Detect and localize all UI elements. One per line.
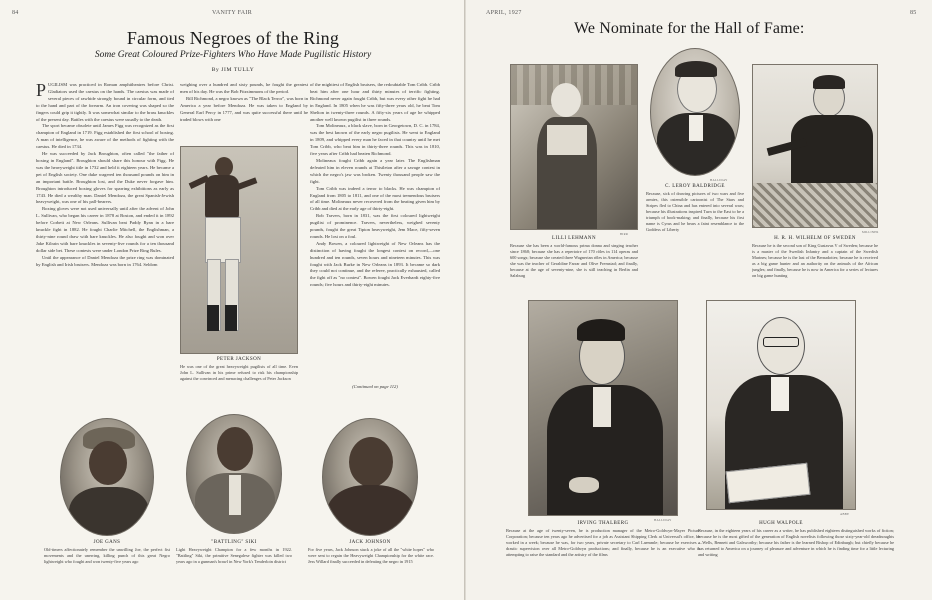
caption-name: HUGH WALPOLE (759, 521, 803, 526)
paragraph: He was succeeded by Jack Broughton, often called "the father of boxing in England". Broughton should share this honour with Figg. He was the heavyweight title in 1732 and held it eighteen years. He became a pet of English society. One duke wagered ten thousand pounds on him in an important battle. Broughton lost, and the Duke never forgave him. Broughton introduced boxing gloves for sparring exhibitions as early as 1743. He died a wealthy man. Daniel Mendoza, the great Spanish-Jewish heavyweight, was one of his pall-bearers. (36, 151, 174, 205)
figure-shirt (771, 377, 789, 411)
caption-name: "BATTLING" SIKI (211, 540, 257, 545)
caption-name: JOE GANS (93, 540, 121, 545)
figure-hair (577, 319, 625, 341)
joe-gans-photo (60, 418, 154, 536)
photo-credit: MILLINER (862, 230, 879, 234)
caption-text: He was one of the great heavyweight pugilists of all time. Even John L. Sullivan in his prime refused to risk his championship against the convinced and menacing challenges of Peter Jackson (180, 364, 298, 381)
text-column-3 (310, 82, 440, 382)
caption-name: H. R. H. WILHELM OF SWEDEN (774, 236, 856, 241)
figure-tights (205, 217, 241, 263)
caption-text: Because, in the eighteen years of his career as a writer, he has published eighteen distinguished works of fiction; because he is the most gifted of the generation of English novelists following those sixty-year-old dreadnoughts—Wells, Bennett and Galsworthy; because his father is the learned Bishop of Edinburgh; but chiefly because he has returned to America on a journey of pleasure and adventure in which he is finding time for a little lecturing and writing (698, 528, 894, 557)
photo-credit: HALLIDAY (654, 518, 672, 522)
figure-head (215, 157, 233, 177)
hugh-walpole-photo (706, 300, 856, 510)
figure-torso (205, 175, 239, 219)
figure-glasses (763, 337, 799, 347)
photo-credit: BIRR (620, 232, 629, 236)
caption-name: LILLI LEHMANN (552, 236, 596, 241)
lilli-lehmann-photo (510, 64, 638, 230)
byline: By JIM TULLY (211, 67, 255, 73)
figure-head (89, 441, 127, 485)
running-head-date: APRIL, 1927 (486, 10, 522, 16)
paragraph: of the mightiest of English bruisers, the redoubtable Tom Cribb. Cribb beat him after one hour and thirty minutes of terrific fighting. Richmond never again fought Cribb, but was every other fight he had in England. In 1805 when he was fifty-three years old, he beat Tom Shelton in twenty-three rounds. A fifty-six years of age he whipped another well known pugilist in three rounds. (310, 82, 440, 122)
paragraph: UGILISM was practiced in Roman amphitheatres before Christ. Gladiators used the caestus on the hands. The caestus was made of several pieces of rawhide strongly bound in circular form, and tied to the hand and part of the forearm. An iron covering was shaped so the fingers could grip it tightly. It was somewhat similar to the brass knuckles of the present day. Battles with the caestus were usually to the death. (36, 82, 174, 122)
caption-text: Because, sick of drawing pictures of two wars and five armies, this ostensible cartoonist of The Stars and Stripes fled to China and has entered into several wars; because his illustrations inspired Turn to the East to be a triumph of book-making; and finally, because his first name is Cyrus and he bears a faint resemblance to the Goddess of Liberty (646, 191, 744, 232)
battling-siki-photo (186, 414, 282, 534)
figure-suit (791, 115, 873, 185)
figure-arm (235, 177, 258, 190)
photo-credit: HALLIDAY (710, 178, 728, 182)
caption-name: C. LEROY BALDRIDGE (665, 184, 725, 189)
paragraph: The sport became obsolete until James Figg was recognized as the first champion of England in 1719. Figg established the first school of boxing. A man of intelligence, he was aware of the methods of fighting with the caestus. He died in 1734. (36, 123, 174, 150)
figure-head (349, 437, 393, 487)
figure-head (217, 427, 253, 471)
caption-text: Light Heavyweight Champion for a few months in 1922. "Battling" Siki, the primitive Senegalese fighter was killed two years ago in a gunman's brawl in New York's Tenderloin district (176, 547, 292, 564)
leroy-baldridge-photo (650, 48, 740, 176)
figure-boot (207, 305, 219, 331)
feature-title: We Nominate for the Hall of Fame: (574, 20, 805, 37)
caption-name: PETER JACKSON (216, 357, 262, 362)
caption-name: JACK JOHNSON (349, 540, 391, 545)
prince-wilhelm-photo (752, 64, 878, 228)
paragraph: Boxing gloves were not used universally until after the advent of John L. Sullivan, who began his career in 1878 at Boston, and ended it in 1892 before Corbett at New Orleans. Sullivan beat Paddy Ryan in a bare knuckle fight in 1882. He fought Charlie Mitchell, the Englishman, a thirty-nine round draw with bare knuckles. He also fought and won over Jake Kilrain with bare knuckles in seventy-five rounds for a ten thousand dollar side bet. These contests were under London Prize Ring Rules. (36, 206, 174, 253)
paragraph: Tom Cribb was indeed a terror to blacks. He was champion of England from 1805 to 1811, and one of the most tremendous bruisers of all time. Molineaux never recovered from the beating given him by Cribb and died at the early age of thirty-eight. (310, 185, 440, 212)
figure-bodice (547, 125, 587, 155)
page-number: 85 (910, 10, 917, 16)
figure-hair (813, 75, 845, 89)
paragraph: Tom Molineaux, a black slave, born in Georgetown, D. C. in 1784, was the best known of the early negro pugilists. He went to England in 1809, and whipped every man he faced in that country until he met Tom Cribb, who beat him in thirty-three rounds. This was in 1810, five years after Cribb had beaten Richmond. (310, 123, 440, 157)
caption-text: Because at the age of twenty-seven, he is production manager of the Metro-Goldwyn-Mayer Picture Corporation; because ten years ago he advertised for a job as Assistant Shipping Clerk at Universal's office, he worked in a week; because he was, for two years, private secretary to Carl Laemmle; because he exercises a drastic supervision over all Metro-Goldwyn productions; and finally, because he is an executive who is attempting to raise the standard and the artistry of the films (506, 528, 700, 557)
article-subtitle: Some Great Coloured Prize-Fighters Who Have Made Pugilistic History (94, 50, 372, 60)
paragraph: Bill Richmond, a negro known as "The Black Terror", was born in America a year before Mendoza. He was taken to England by General Earl Percy in 1777, and was quite successful there until he traded blows with one (180, 95, 308, 122)
figure-shirt (593, 387, 611, 427)
text-column-2 (180, 82, 308, 142)
paragraph: Andy Bowen, a coloured lightweight of New Orleans has the distinction of having fought the longest contest on record,—one hundred and ten rounds, seven hours and nineteen minutes. This was fought with Jack Burke in New Orleans in 1893. It became so dark they could not continue, and the referee, practically exhausted, called the fight off as "no contest". Bowen fought Jack Everhardt eighty-five rounds; five hours and thirty-eight minutes. (310, 240, 440, 288)
jack-johnson-photo (322, 418, 418, 536)
figure-hair (675, 61, 717, 77)
caption-text: Because she has been a world-famous prima donna and singing teacher since 1868; because she has a repertoire of 170 rôles in 114 operas and 600 songs; because she created three Wagnerian rôles in America; because she was the teacher of Geraldine Farrar and Olive Fremstad; and finally, because at the age of seventy-nine, she is still teaching in Berlin and Salzburg (510, 243, 638, 278)
paragraph: Until the appearance of Daniel Mendoza the prize ring was dominated by English and Irish bruisers. Mendoza was born in 1764. Seldom (36, 254, 174, 267)
figure-shirt (689, 115, 703, 141)
peter-jackson-photo (180, 146, 298, 354)
paragraph: Bob Travers, born in 1831, was the first coloured lightweight pugilist of prominence. Travers, nevertheless, weighed seventy pounds, fought the great Tipton heavyweight, Jem Mace, fifty-seven rounds. He lost on a foul. (310, 213, 440, 239)
figure-coat (69, 487, 149, 536)
figure-hand (569, 477, 599, 493)
figure-shirt (229, 475, 241, 515)
caption-text: For five years, Jack Johnson stuck a joke of all the "white hopes" who were sent to regain the Heavyweight Championship for the white race. Jess Willard finally succeeded in defeating the negro in 1915 (308, 547, 434, 564)
figure-head (551, 83, 581, 117)
irving-thalberg-photo (528, 300, 678, 516)
caption-text: Because he is the second son of King Gustavus V of Sweden; because he is a master of the Swedish Infantry and a captain of the Swedish Marines; because he is the last of the Bernadottes; because he is received as a big game hunter and an authority on the animals of the African jungles; and finally, because he is now in America for a series of lectures on big game hunting (752, 243, 878, 278)
caption-text: Old-timers affectionately remember the unwilling Joe, the perfect fist movements and the unerring, killing punch of this great Negro lightweight who fought and won twenty-five years ago (44, 547, 170, 564)
photo-credit: ABBE (840, 512, 850, 516)
figure-boot (225, 305, 237, 331)
text-column-1: PUGILISM was practiced in Roman amphitheatres before Christ. Gladiators used the caestus on the hands. The caestus was made of several pieces of rawhide strongly bound in circular form, and tied to the hand and part of the forearm. An iron covering was shaped so the fingers could grip it tightly. It was somewhat similar to the brass knuckles of the present day. Battles with the caestus were usually to the death. The sport became obsolete until James Figg was recognized as the first champion of England in 1719. Figg established the first school of boxing. A man of intelligence, he was aware of the methods of fighting with the caestus. He died in 1734. He was succeeded by Jack Broughton, often called "the father of boxing in England". Broughton should share this honour with Figg. He was the heavyweight title in 1732 and held it eighteen years. He became a pet of English society. One duke wagered ten thousand pounds on him in an important battle. Broughton lost, and the Duke never forgave him. Broughton introduced boxing gloves for sparring exhibitions as early as 1743. He died a wealthy man. Daniel Mendoza, the great Spanish-Jewish heavyweight, was one of his pall-bearers. Boxing gloves were not used universally until after the advent of John L. Sullivan, who began his career in 1878 at Boston, and ended it in 1892 before Corbett at New Orleans. Sullivan beat Paddy Ryan in a bare knuckle fight in 1882. He fought Charlie Mitchell, the Englishman, a thirty-nine round draw with bare knuckles. He also fought and won over Jake Kilrain with bare knuckles in seventy-five rounds for a ten thousand dollar side bet. These contests were under London Prize Ring Rules. Until the appearance of Daniel Mendoza the prize ring was dominated by English and Irish bruisers. Mendoza was born in 1764. Seldom (36, 82, 174, 267)
right-page (466, 0, 932, 600)
caption-name: IRVING THALBERG (577, 521, 629, 526)
article-title: Famous Negroes of the Ring (126, 28, 340, 48)
figure-shoulders (327, 485, 415, 536)
paragraph: Molineaux fought Cribb again a year later. The Englishman defeated him in eleven rounds at Thistleton after a savage contest in which the negro's jaw was broken. Twenty thousand people saw the fight. (310, 157, 440, 184)
wicker-chair (753, 183, 878, 228)
page-number: 84 (12, 10, 19, 16)
continued-note: (Continued on page 112) (352, 384, 398, 389)
running-head: VANITY FAIR (212, 10, 253, 16)
paragraph: weighing over a hundred and sixty pounds, he fought the greatest men of his day. He was the Bob Fitzsimmons of the period. (180, 82, 308, 94)
